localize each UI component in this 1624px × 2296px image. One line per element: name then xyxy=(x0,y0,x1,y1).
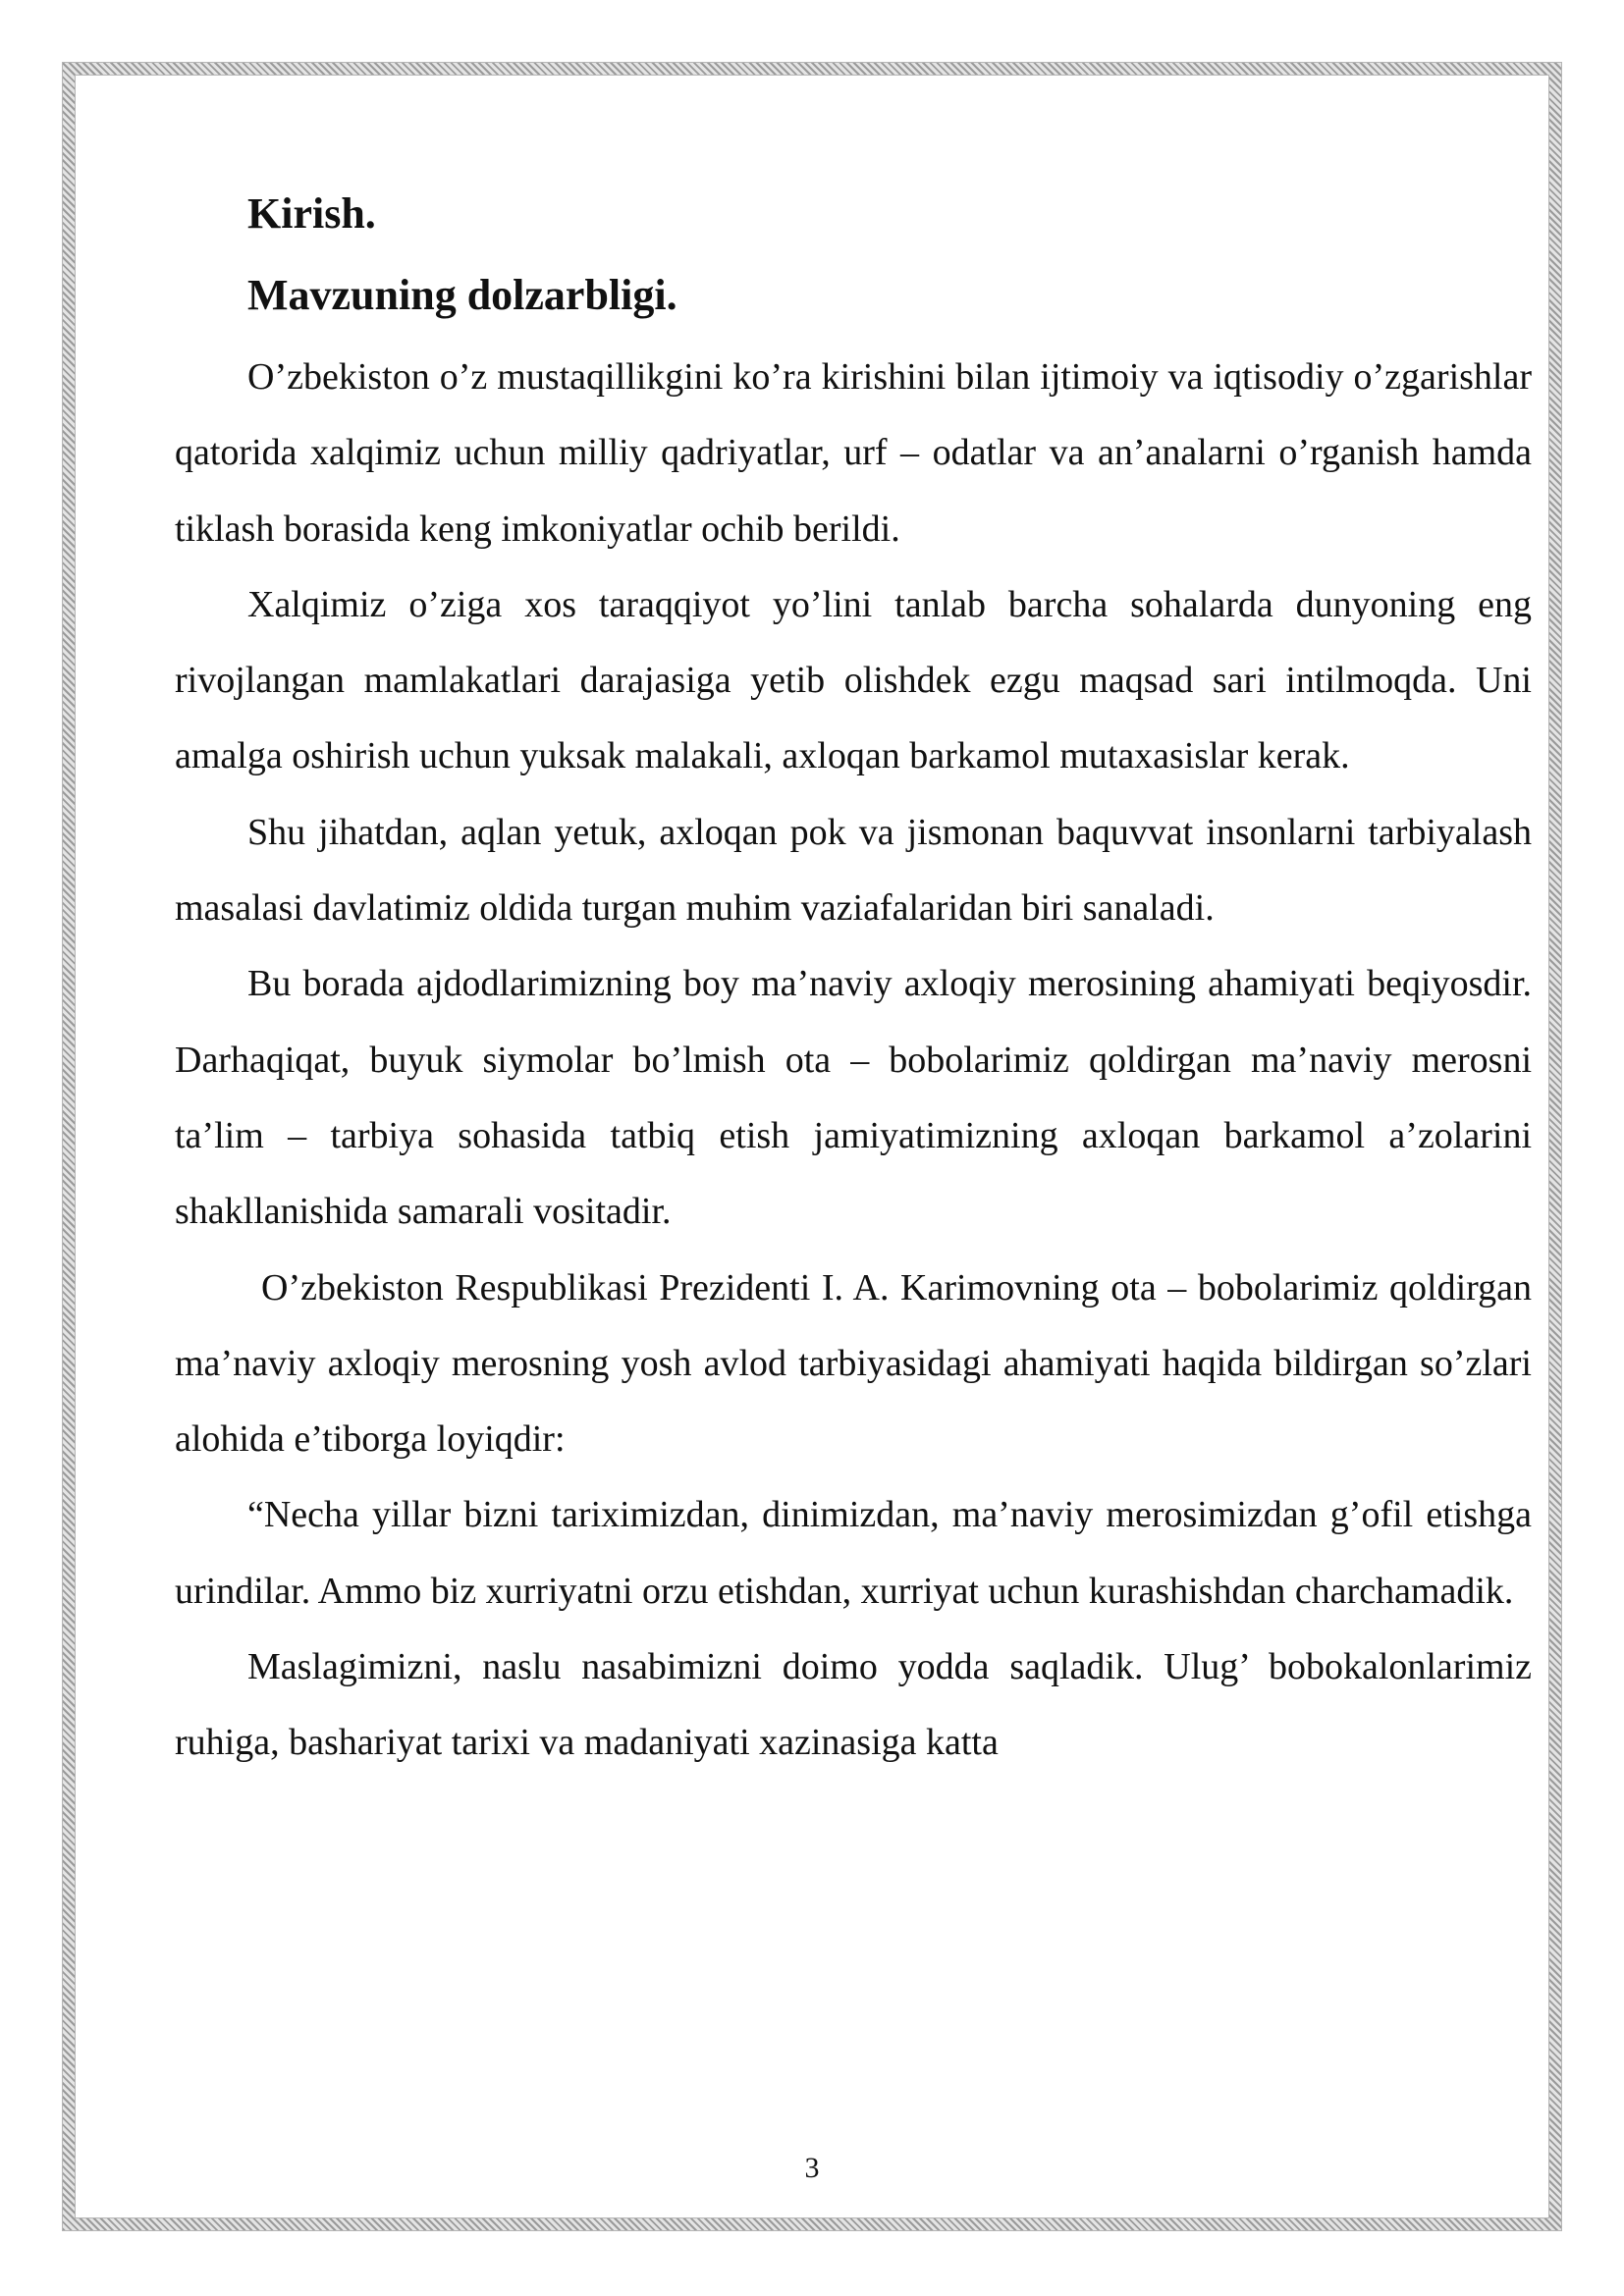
paragraph: O’zbekiston Respublikasi Prezidenti I. A. Karimovning ota – bobolarimiz qoldirgan ma’naviy axloqiy merosning yosh avlod tarbiyasidagi ahamiyati haqida bildirgan so’zlari alohida e’tiborga loyiqdir: xyxy=(175,1266,1532,1461)
paragraph: Bu borada ajdodlarimizning boy ma’naviy axloqiy merosining ahamiyati beqiyosdir. Darhaqiqat, buyuk siymolar bo’lmish ota – bobolarimiz qoldirgan ma’naviy merosni ta’lim – tarbiya sohasida tatbiq etish jamiyatimizning axloqan barkamol a’zolarini shakllanishida samarali vositadir. xyxy=(175,963,1532,1233)
paragraph: O’zbekiston o’z mustaqillikgini ko’ra kirishini bilan ijtimoiy va iqtisodiy o’zgarishlar qatorida xalqimiz uchun milliy qadriyatlar, urf – odatlar va an’analarni o’rganish hamda tiklash borasida keng imkoniyatlar ochib berildi. xyxy=(175,356,1532,550)
paragraph: “Necha yillar bizni tariximizdan, dinimizdan, ma’naviy merosimizdan g’ofil etishga urindilar. Ammo biz xurriyatni orzu etishdan, xurriyat uchun kurashishdan charchamadik. xyxy=(175,1494,1532,1612)
paragraph: Xalqimiz o’ziga xos taraqqiyot yo’lini tanlab barcha sohalarda dunyoning eng rivojlangan mamlakatlari darajasiga yetib olishdek ezgu maqsad sari intilmoqda. Uni amalga oshirish uchun yuksak malakali, axloqan barkamol mutaxasislar kerak. xyxy=(175,583,1532,777)
paragraph: Shu jihatdan, aqlan yetuk, axloqan pok va jismonan baquvvat insonlarni tarbiyalash masalasi davlatimiz oldida turgan muhim vaziafalaridan biri sanaladi. xyxy=(175,811,1532,930)
paragraph: Maslagimizni, naslu nasabimizni doimo yodda saqladik. Ulug’ bobokalonlarimiz ruhiga, bashariyat tarixi va madaniyati xazinasiga katta xyxy=(175,1646,1532,1764)
document-body xyxy=(175,181,1532,1782)
section-title: Kirish. xyxy=(247,189,376,238)
section-subtitle: Mavzuning dolzarbligi. xyxy=(247,271,677,319)
page-number: 3 xyxy=(804,2152,820,2184)
